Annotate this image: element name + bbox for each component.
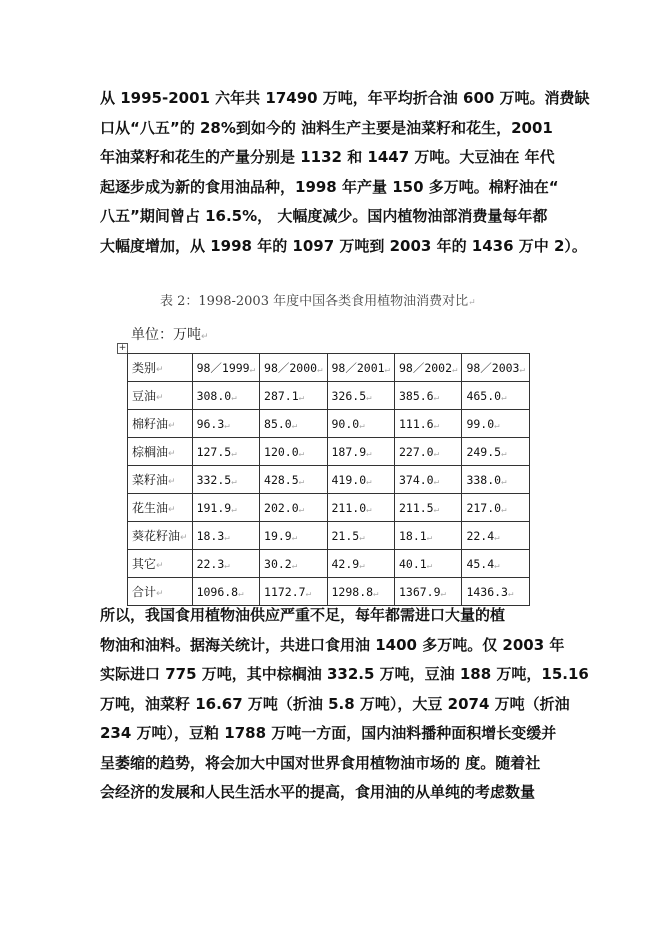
cell-text: 202.0: [264, 500, 299, 515]
cell-end-mark: ↵: [249, 364, 256, 375]
cell-text: 棉籽油: [132, 417, 169, 431]
cell-text: 棕榈油: [132, 445, 169, 459]
table-row: [128, 382, 530, 410]
cell-end-mark: ↵: [433, 476, 440, 487]
value-cell: [462, 438, 529, 466]
cell-text: 1367.9: [398, 584, 441, 599]
table-caption-text: 表 2：1998-2003 年度中国各类食用植物油消费对比: [160, 294, 469, 309]
cell-text: 127.5: [196, 444, 232, 459]
value-cell: [327, 382, 394, 410]
category-cell: [128, 466, 193, 494]
cell-end-mark: ↵: [317, 364, 323, 375]
value-cell: [394, 550, 461, 578]
cell-text: 191.9: [196, 500, 232, 515]
table-row: [128, 438, 530, 466]
cell-text: 428.5: [264, 472, 299, 487]
oil-consumption-table: [127, 353, 530, 606]
text-line: 所以，我国食用植物油供应严重不足，每年都需进口大量的植: [100, 606, 506, 624]
cell-text: 187.9: [331, 444, 367, 459]
cell-end-mark: ↵: [501, 392, 507, 403]
cell-end-mark: ↵: [384, 364, 390, 375]
unit-label-text: 单位：万吨: [131, 327, 201, 343]
category-cell: [128, 438, 193, 466]
cell-end-mark: ↵: [156, 589, 164, 599]
value-cell: [260, 438, 327, 466]
value-cell: [260, 494, 327, 522]
cell-text: 花生油: [132, 501, 169, 515]
value-cell: [260, 466, 327, 494]
value-cell: [327, 550, 394, 578]
cell-end-mark: ↵: [231, 504, 237, 515]
text-line: 大幅度增加，从 1998 年的 1097 万吨到 2003 年的 1436 万中 2）。: [100, 236, 587, 255]
cell-text: 22.4: [466, 528, 495, 543]
value-cell: [192, 550, 259, 578]
cell-end-mark: ↵: [291, 532, 298, 543]
value-cell: [394, 466, 461, 494]
value-cell: [260, 550, 327, 578]
cell-end-mark: ↵: [168, 477, 176, 487]
cell-end-mark: ↵: [501, 448, 507, 459]
cell-text: 98／1999: [196, 360, 250, 375]
cell-end-mark: ↵: [291, 560, 298, 571]
value-cell: [192, 522, 259, 550]
cell-end-mark: ↵: [291, 420, 298, 431]
text-line: 口从“八五”的 28%到如今的 油料生产主要是油菜籽和花生，2001: [100, 118, 553, 137]
cell-end-mark: ↵: [519, 364, 525, 375]
cell-end-mark: ↵: [426, 560, 433, 571]
paragraph-intro: [100, 84, 590, 261]
category-cell: [128, 410, 193, 438]
cell-text: 1096.8: [196, 584, 239, 599]
cell-end-mark: ↵: [156, 561, 164, 571]
paragraph-imports: [100, 601, 589, 808]
cell-text: 98／2002: [398, 360, 453, 375]
cell-text: 99.0: [466, 416, 495, 431]
cell-end-mark: ↵: [359, 560, 365, 571]
cell-end-mark: ↵: [238, 588, 244, 599]
cell-text: 287.1: [264, 388, 299, 403]
paragraph-mark: ↵: [201, 332, 209, 342]
value-cell: [327, 438, 394, 466]
cell-end-mark: ↵: [433, 392, 440, 403]
cell-end-mark: ↵: [494, 560, 500, 571]
value-cell: [192, 438, 259, 466]
cell-text: 98／2003: [466, 360, 520, 375]
value-cell: [327, 410, 394, 438]
text-line: 万吨，油菜籽 16.67 万吨（折油 5.8 万吨），大豆 2074 万吨（折油: [100, 694, 570, 713]
text-line: 从 1995-2001 六年共 17490 万吨，年平均折合油 600 万吨。消费缺: [100, 89, 590, 107]
cell-text: 18.3: [196, 528, 225, 543]
cell-text: 类别: [132, 361, 157, 375]
cell-end-mark: ↵: [433, 448, 440, 459]
value-cell: [192, 494, 259, 522]
cell-text: 338.0: [466, 472, 502, 487]
cell-text: 120.0: [264, 444, 299, 459]
cell-end-mark: ↵: [298, 476, 305, 487]
cell-text: 22.3: [196, 556, 225, 571]
cell-end-mark: ↵: [231, 392, 237, 403]
value-cell: [260, 522, 327, 550]
cell-text: 40.1: [398, 556, 427, 571]
cell-end-mark: ↵: [168, 421, 176, 431]
cell-text: 211.5: [398, 500, 434, 515]
cell-text: 菜籽油: [132, 473, 169, 487]
cell-text: 45.4: [466, 556, 495, 571]
value-cell: [394, 522, 461, 550]
value-cell: [327, 494, 394, 522]
cell-end-mark: ↵: [305, 588, 311, 599]
cell-text: 111.6: [398, 416, 434, 431]
cell-end-mark: ↵: [231, 448, 237, 459]
cell-text: 465.0: [466, 388, 502, 403]
cell-text: 332.5: [196, 472, 232, 487]
value-cell: [462, 550, 529, 578]
value-cell: [394, 438, 461, 466]
value-cell: [192, 466, 259, 494]
table-header-row: [128, 354, 530, 382]
text-line: 会经济的发展和人民生活水平的提高，食用油的从单纯的考虑数量: [100, 783, 536, 801]
text-line: 八五”期间曾占 16.5%， 大幅度减少。国内植物油部消费量每年都: [100, 207, 548, 225]
table-header-cell: [327, 354, 394, 382]
cell-end-mark: ↵: [298, 504, 305, 515]
cell-end-mark: ↵: [501, 476, 507, 487]
table-row: [128, 494, 530, 522]
cell-end-mark: ↵: [359, 532, 365, 543]
cell-end-mark: ↵: [224, 532, 230, 543]
cell-end-mark: ↵: [298, 448, 305, 459]
category-cell: [128, 382, 193, 410]
value-cell: [260, 410, 327, 438]
value-cell: [394, 494, 461, 522]
text-line: 实际进口 775 万吨，其中棕榈油 332.5 万吨，豆油 188 万吨，15.16: [100, 665, 589, 683]
cell-text: 96.3: [196, 416, 225, 431]
cell-end-mark: ↵: [501, 504, 507, 515]
value-cell: [462, 410, 529, 438]
cell-end-mark: ↵: [507, 588, 514, 599]
category-cell: [128, 550, 193, 578]
cell-text: 385.6: [398, 388, 434, 403]
cell-text: 227.0: [398, 444, 434, 459]
value-cell: [327, 522, 394, 550]
cell-end-mark: ↵: [231, 476, 237, 487]
cell-text: 21.5: [331, 528, 360, 543]
cell-text: 374.0: [398, 472, 434, 487]
cell-text: 合计: [132, 585, 157, 599]
cell-text: 419.0: [331, 472, 367, 487]
cell-end-mark: ↵: [366, 504, 372, 515]
value-cell: [462, 494, 529, 522]
table-header-cell: [192, 354, 259, 382]
cell-end-mark: ↵: [452, 364, 458, 375]
cell-text: 42.9: [331, 556, 360, 571]
text-line: 呈萎缩的趋势，将会加大中国对世界食用植物油市场的 度。随着社: [100, 753, 541, 772]
cell-end-mark: ↵: [366, 448, 372, 459]
cell-text: 1172.7: [264, 584, 306, 599]
cell-text: 18.1: [398, 528, 427, 543]
cell-text: 90.0: [331, 416, 360, 431]
cell-end-mark: ↵: [156, 393, 164, 403]
cell-text: 1298.8: [331, 584, 374, 599]
cell-text: 其它: [132, 557, 157, 571]
cell-text: 308.0: [196, 388, 232, 403]
value-cell: [462, 522, 529, 550]
cell-end-mark: ↵: [433, 504, 440, 515]
paragraph-mark: ↵: [468, 298, 476, 308]
cell-text: 217.0: [466, 500, 502, 515]
table-row: [128, 410, 530, 438]
category-cell: [128, 522, 193, 550]
value-cell: [260, 382, 327, 410]
value-cell: [462, 466, 529, 494]
category-cell: [128, 494, 193, 522]
cell-end-mark: ↵: [224, 560, 230, 571]
cell-end-mark: ↵: [298, 392, 305, 403]
table-header-cell: [394, 354, 461, 382]
cell-end-mark: ↵: [433, 420, 440, 431]
cell-end-mark: ↵: [494, 532, 500, 543]
text-line: 年油菜籽和花生的产量分别是 1132 和 1447 万吨。大豆油在 年代: [100, 148, 555, 166]
table-row: [128, 550, 530, 578]
cell-end-mark: ↵: [426, 532, 433, 543]
table-row: [128, 522, 530, 550]
cell-end-mark: ↵: [366, 476, 372, 487]
cell-text: 85.0: [264, 416, 292, 431]
value-cell: [462, 382, 529, 410]
cell-end-mark: ↵: [180, 533, 188, 543]
cell-text: 豆油: [132, 389, 157, 403]
text-line: 234 万吨），豆粕 1788 万吨一方面，国内油料播种面积增长变缓并: [100, 724, 557, 742]
cell-end-mark: ↵: [373, 588, 379, 599]
text-line: 物油和油料。据海关统计，共进口食用油 1400 多万吨。仅 2003 年: [100, 635, 565, 654]
cell-end-mark: ↵: [359, 420, 365, 431]
cell-end-mark: ↵: [440, 588, 446, 599]
cell-end-mark: ↵: [156, 365, 164, 375]
table-header-cell: [260, 354, 327, 382]
cell-text: 1436.3: [466, 584, 508, 599]
cell-end-mark: ↵: [168, 505, 176, 515]
cell-end-mark: ↵: [168, 449, 176, 459]
value-cell: [394, 382, 461, 410]
value-cell: [192, 382, 259, 410]
cell-text: 30.2: [264, 556, 292, 571]
table-caption: [160, 290, 540, 309]
cell-end-mark: ↵: [494, 420, 500, 431]
cell-text: 249.5: [466, 444, 502, 459]
unit-label: [131, 324, 209, 344]
cell-text: 98／2001: [331, 360, 385, 375]
cell-text: 326.5: [331, 388, 367, 403]
table-row: [128, 466, 530, 494]
table-header-cell: [128, 354, 193, 382]
value-cell: [192, 410, 259, 438]
text-line: 起逐步成为新的食用油品种，1998 年产量 150 多万吨。棉籽油在“: [100, 177, 559, 196]
cell-text: 葵花籽油: [132, 529, 181, 543]
value-cell: [327, 466, 394, 494]
cell-end-mark: ↵: [224, 420, 230, 431]
table-header-cell: [462, 354, 529, 382]
cell-text: 19.9: [264, 528, 292, 543]
cell-end-mark: ↵: [366, 392, 372, 403]
cell-text: 211.0: [331, 500, 367, 515]
value-cell: [394, 410, 461, 438]
cell-text: 98／2000: [264, 360, 318, 375]
table-move-handle-icon[interactable]: +: [118, 343, 127, 353]
